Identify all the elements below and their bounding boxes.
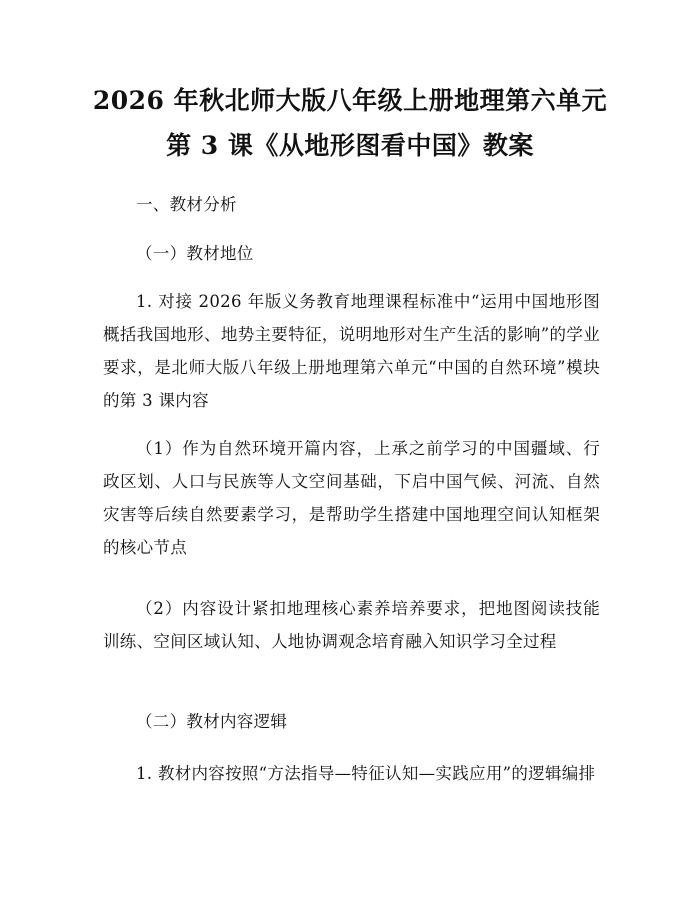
document-title-line-1: 2026 年秋北师大版八年级上册地理第六单元 <box>92 86 608 115</box>
paragraph-point-1: （1）作为自然环境开篇内容，上承之前学习的中国疆域、行政区划、人口与民族等人文空间基础，下启中国气候、河流、自然灾害等后续自然要素学习，是帮助学生搭建中国地理空间认知框架的核心节点 <box>103 439 600 557</box>
paragraph-point-2: （2）内容设计紧扣地理核心素养培养要求，把地图阅读技能训练、空间区域认知、人地协调观念培育融入知识学习全过程 <box>103 599 600 651</box>
paragraph-curriculum-standard: 1. 对接 2026 年版义务教育地理课程标准中“运用中国地形图概括我国地形、地势主要特征，说明地形对生产生活的影响”的学业要求，是北师大版八年级上册地理第六单元“中国的自然环境”模块的第 3 课内容 <box>103 292 600 410</box>
section-heading-textbook-analysis: 一、教材分析 <box>136 195 237 214</box>
subsection-heading-textbook-position: （一）教材地位 <box>136 244 254 263</box>
paragraph-content-logic: 1. 教材内容按照“方法指导—特征认知—实践应用”的逻辑编排 <box>136 764 596 783</box>
document-title-line-2: 第 3 课《从地形图看中国》教案 <box>166 131 534 160</box>
subsection-heading-content-logic: （二）教材内容逻辑 <box>136 712 288 731</box>
